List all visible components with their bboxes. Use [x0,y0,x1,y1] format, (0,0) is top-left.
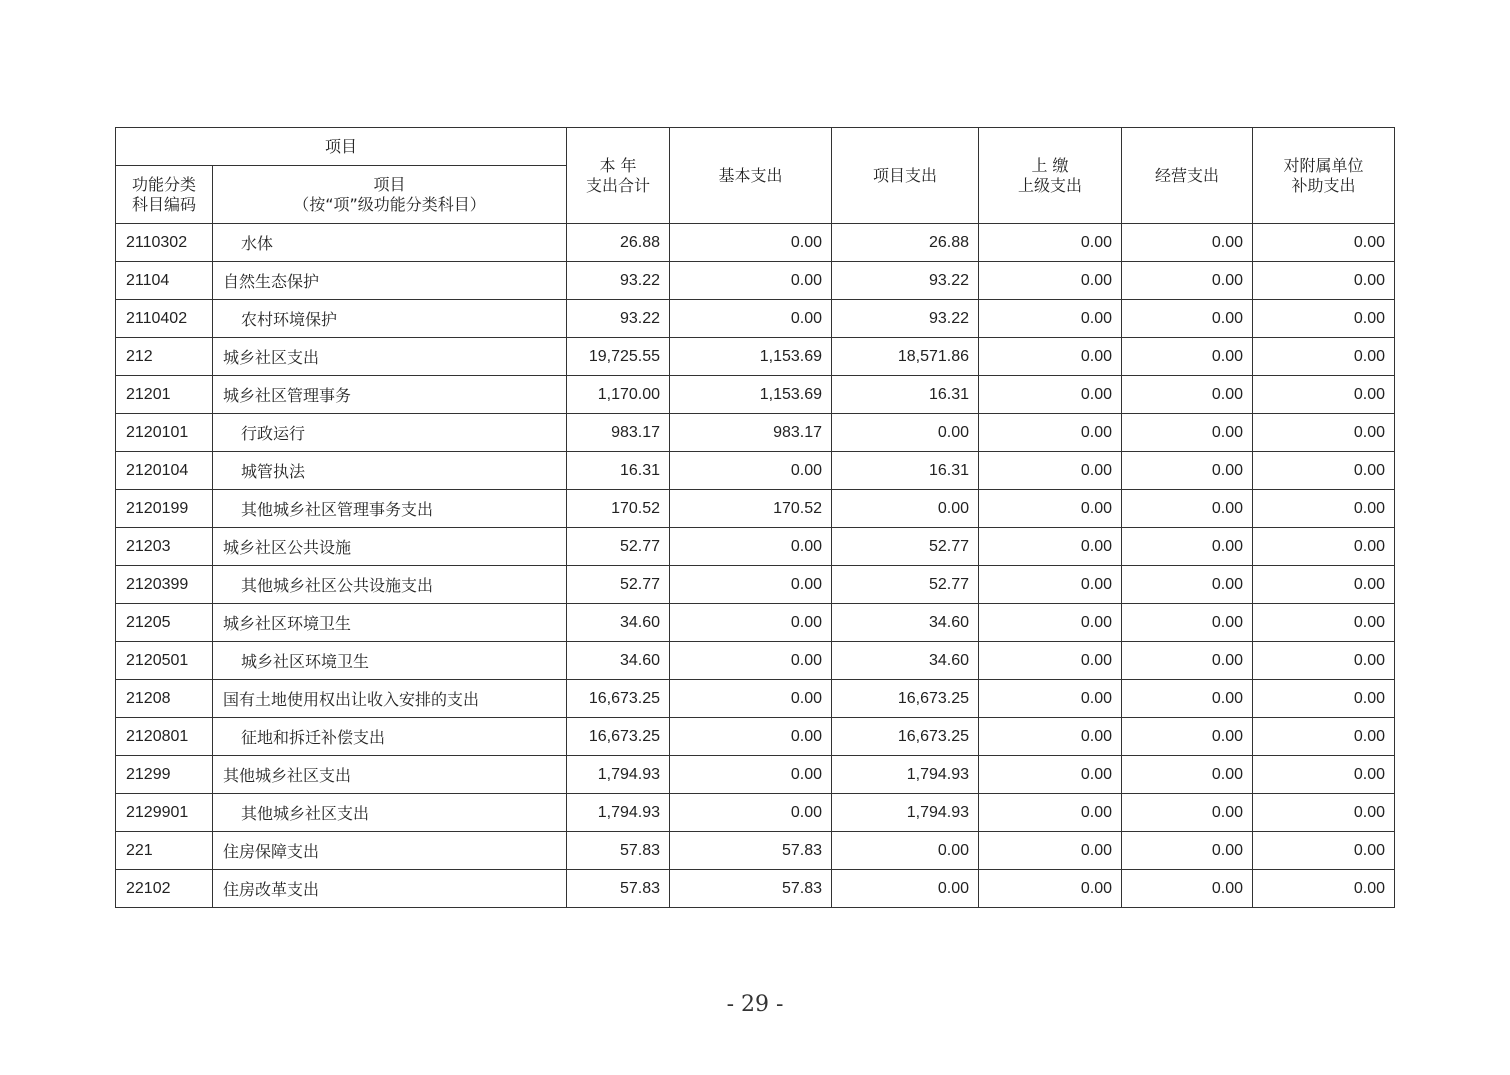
cell-code: 2120101 [116,414,213,452]
cell-name: 行政运行 [213,414,567,452]
cell-upper: 0.00 [979,566,1122,604]
cell-name: 城乡社区环境卫生 [213,642,567,680]
cell-total: 16,673.25 [567,718,670,756]
cell-subsidy: 0.00 [1253,528,1395,566]
cell-name: 征地和拆迁补偿支出 [213,718,567,756]
cell-basic: 0.00 [670,642,832,680]
table-row [116,566,1395,604]
cell-upper: 0.00 [979,300,1122,338]
table-row [116,452,1395,490]
cell-project: 34.60 [832,642,979,680]
cell-upper: 0.00 [979,832,1122,870]
cell-business: 0.00 [1122,528,1253,566]
cell-name: 国有土地使用权出让收入安排的支出 [213,680,567,718]
cell-subsidy: 0.00 [1253,414,1395,452]
cell-code: 221 [116,832,213,870]
cell-name: 其他城乡社区管理事务支出 [213,490,567,528]
cell-basic: 0.00 [670,680,832,718]
cell-total: 1,794.93 [567,756,670,794]
cell-project: 16,673.25 [832,718,979,756]
cell-upper: 0.00 [979,414,1122,452]
cell-code: 21299 [116,756,213,794]
cell-name: 水体 [213,224,567,262]
cell-code: 2120501 [116,642,213,680]
cell-project: 16.31 [832,376,979,414]
page-number: - 29 - [726,992,784,1017]
cell-code: 2129901 [116,794,213,832]
cell-basic: 57.83 [670,832,832,870]
cell-upper: 0.00 [979,452,1122,490]
header-subsidy: 对附属单位 补助支出 [1253,128,1395,224]
cell-subsidy: 0.00 [1253,718,1395,756]
cell-basic: 0.00 [670,756,832,794]
cell-total: 16,673.25 [567,680,670,718]
cell-subsidy: 0.00 [1253,832,1395,870]
header-name: 项目 （按“项”级功能分类科目） [213,166,567,224]
cell-code: 2110302 [116,224,213,262]
cell-basic: 0.00 [670,224,832,262]
header-total: 本 年 支出合计 [567,128,670,224]
cell-code: 2110402 [116,300,213,338]
cell-total: 19,725.55 [567,338,670,376]
cell-subsidy: 0.00 [1253,680,1395,718]
cell-basic: 1,153.69 [670,338,832,376]
cell-business: 0.00 [1122,718,1253,756]
table-row [116,376,1395,414]
cell-subsidy: 0.00 [1253,756,1395,794]
cell-upper: 0.00 [979,224,1122,262]
cell-upper: 0.00 [979,528,1122,566]
cell-business: 0.00 [1122,756,1253,794]
cell-subsidy: 0.00 [1253,566,1395,604]
table-row [116,528,1395,566]
cell-name: 农村环境保护 [213,300,567,338]
table-row [116,718,1395,756]
cell-total: 34.60 [567,604,670,642]
cell-subsidy: 0.00 [1253,262,1395,300]
cell-code: 2120399 [116,566,213,604]
cell-name: 城乡社区公共设施 [213,528,567,566]
cell-upper: 0.00 [979,376,1122,414]
cell-business: 0.00 [1122,262,1253,300]
cell-upper: 0.00 [979,604,1122,642]
cell-code: 2120199 [116,490,213,528]
cell-business: 0.00 [1122,794,1253,832]
cell-basic: 0.00 [670,566,832,604]
table-row [116,794,1395,832]
table-row [116,870,1395,908]
cell-total: 52.77 [567,528,670,566]
cell-code: 2120801 [116,718,213,756]
cell-basic: 0.00 [670,604,832,642]
cell-project: 16,673.25 [832,680,979,718]
cell-subsidy: 0.00 [1253,604,1395,642]
cell-name: 其他城乡社区支出 [213,756,567,794]
cell-total: 26.88 [567,224,670,262]
table-row [116,642,1395,680]
cell-basic: 0.00 [670,528,832,566]
cell-name: 住房保障支出 [213,832,567,870]
cell-total: 52.77 [567,566,670,604]
cell-business: 0.00 [1122,414,1253,452]
cell-basic: 0.00 [670,262,832,300]
cell-basic: 1,153.69 [670,376,832,414]
cell-upper: 0.00 [979,490,1122,528]
cell-code: 2120104 [116,452,213,490]
cell-business: 0.00 [1122,680,1253,718]
cell-total: 93.22 [567,300,670,338]
cell-subsidy: 0.00 [1253,300,1395,338]
cell-project: 1,794.93 [832,756,979,794]
table-body [116,224,1395,908]
cell-upper: 0.00 [979,870,1122,908]
cell-basic: 170.52 [670,490,832,528]
cell-project: 0.00 [832,414,979,452]
cell-name: 城乡社区支出 [213,338,567,376]
cell-upper: 0.00 [979,642,1122,680]
table-row [116,604,1395,642]
table-row [116,338,1395,376]
cell-business: 0.00 [1122,870,1253,908]
table-row [116,680,1395,718]
cell-subsidy: 0.00 [1253,338,1395,376]
cell-name: 其他城乡社区支出 [213,794,567,832]
cell-project: 16.31 [832,452,979,490]
table-row [116,756,1395,794]
table-row [116,414,1395,452]
cell-code: 212 [116,338,213,376]
expenditure-table [115,127,1395,908]
cell-subsidy: 0.00 [1253,794,1395,832]
cell-project: 52.77 [832,566,979,604]
cell-upper: 0.00 [979,718,1122,756]
cell-total: 983.17 [567,414,670,452]
cell-project: 0.00 [832,490,979,528]
cell-project: 0.00 [832,870,979,908]
cell-project: 26.88 [832,224,979,262]
cell-name: 住房改革支出 [213,870,567,908]
cell-total: 170.52 [567,490,670,528]
cell-business: 0.00 [1122,490,1253,528]
cell-project: 93.22 [832,262,979,300]
cell-name: 其他城乡社区公共设施支出 [213,566,567,604]
cell-code: 22102 [116,870,213,908]
cell-basic: 0.00 [670,718,832,756]
cell-business: 0.00 [1122,642,1253,680]
table-row [116,832,1395,870]
cell-code: 21104 [116,262,213,300]
cell-business: 0.00 [1122,376,1253,414]
cell-project: 18,571.86 [832,338,979,376]
cell-business: 0.00 [1122,300,1253,338]
cell-basic: 0.00 [670,794,832,832]
cell-project: 52.77 [832,528,979,566]
cell-subsidy: 0.00 [1253,642,1395,680]
cell-business: 0.00 [1122,566,1253,604]
cell-subsidy: 0.00 [1253,224,1395,262]
table-row [116,490,1395,528]
cell-code: 21201 [116,376,213,414]
cell-code: 21203 [116,528,213,566]
cell-business: 0.00 [1122,832,1253,870]
header-basic: 基本支出 [670,128,832,224]
table-row [116,224,1395,262]
cell-project: 0.00 [832,832,979,870]
cell-business: 0.00 [1122,604,1253,642]
table-row [116,262,1395,300]
cell-name: 城管执法 [213,452,567,490]
cell-basic: 0.00 [670,300,832,338]
header-code: 功能分类 科目编码 [116,166,213,224]
cell-business: 0.00 [1122,452,1253,490]
cell-upper: 0.00 [979,756,1122,794]
cell-upper: 0.00 [979,262,1122,300]
cell-project: 93.22 [832,300,979,338]
cell-basic: 57.83 [670,870,832,908]
header-business: 经营支出 [1122,128,1253,224]
cell-total: 16.31 [567,452,670,490]
cell-name: 城乡社区管理事务 [213,376,567,414]
cell-name: 城乡社区环境卫生 [213,604,567,642]
cell-upper: 0.00 [979,794,1122,832]
cell-total: 1,170.00 [567,376,670,414]
header-upper: 上 缴 上级支出 [979,128,1122,224]
table-row [116,300,1395,338]
header-project-group: 项目 [116,128,567,166]
cell-total: 57.83 [567,832,670,870]
cell-code: 21208 [116,680,213,718]
header-project: 项目支出 [832,128,979,224]
cell-subsidy: 0.00 [1253,870,1395,908]
cell-basic: 983.17 [670,414,832,452]
cell-upper: 0.00 [979,338,1122,376]
cell-total: 34.60 [567,642,670,680]
cell-total: 1,794.93 [567,794,670,832]
cell-project: 1,794.93 [832,794,979,832]
cell-subsidy: 0.00 [1253,452,1395,490]
cell-code: 21205 [116,604,213,642]
cell-total: 93.22 [567,262,670,300]
cell-name: 自然生态保护 [213,262,567,300]
cell-basic: 0.00 [670,452,832,490]
cell-business: 0.00 [1122,224,1253,262]
cell-total: 57.83 [567,870,670,908]
cell-project: 34.60 [832,604,979,642]
cell-business: 0.00 [1122,338,1253,376]
cell-upper: 0.00 [979,680,1122,718]
cell-subsidy: 0.00 [1253,490,1395,528]
cell-subsidy: 0.00 [1253,376,1395,414]
